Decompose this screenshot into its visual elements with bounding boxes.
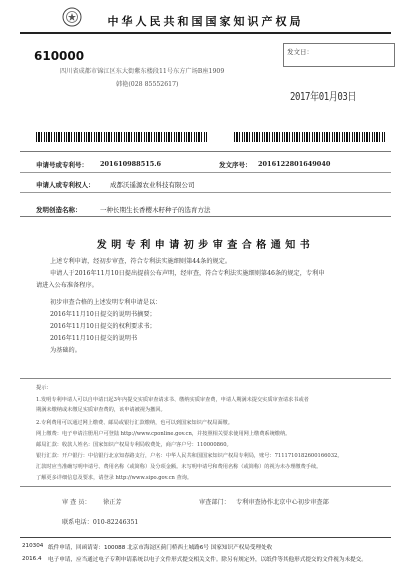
dispatch-date-label: 发文日： bbox=[287, 48, 313, 56]
basis-intro: 初步审查合格的上述发明专利申请是以： bbox=[50, 299, 162, 306]
examiner-name: 徐正芳 bbox=[103, 499, 122, 506]
barcode-right bbox=[234, 132, 386, 142]
form-version: 2016.4 bbox=[22, 556, 42, 562]
applicant-label: 申请人或专利权人： bbox=[36, 181, 95, 189]
footer-paper-note: 纸件申请，回函请寄：100088 北京市海淀区蓟门桥西土城路6号 国家知识产权局受理处收 bbox=[48, 545, 273, 551]
postcode: 610000 bbox=[34, 49, 85, 63]
application-number-value: 201610988515.6 bbox=[100, 160, 162, 168]
form-code: 210304 bbox=[22, 543, 44, 549]
hint-line: 2.专利费用可以通过网上缴费、邮局或银行汇款缴纳，也可以到国家知识产权局面缴。 bbox=[36, 420, 233, 426]
notice-paragraph-2a: 申请人于2016年11月10日提出提前公布声明，经审查，符合专利法实施细则第46条的规定，专利申 bbox=[50, 270, 325, 277]
invention-title-label: 发明创造名称： bbox=[36, 206, 82, 214]
info-rule-1 bbox=[20, 172, 391, 173]
hints-rule-bottom bbox=[20, 486, 391, 487]
info-rule-top bbox=[20, 151, 391, 152]
hint-line: 1.发明专利申请人可以自申请日起3年内提交实质审查请求书、缴纳实质审查费，申请人期满未提交实质审查请求书或者 bbox=[36, 397, 309, 403]
application-number-label: 申请号或专利号： bbox=[36, 161, 88, 169]
examining-department-name: 专利审查协作北京中心初步审查部 bbox=[236, 499, 329, 506]
footer-rule bbox=[20, 537, 391, 538]
info-rule-bottom bbox=[20, 216, 391, 217]
applicant-value: 成都沃遥源农业科技有限公司 bbox=[110, 181, 195, 189]
info-rule-2 bbox=[20, 192, 391, 193]
issuing-office-title: 中华人民共和国国家知识产权局 bbox=[107, 15, 304, 28]
hint-line: 期满未缴纳或未缴足实质审查费的，该申请被视为撤回。 bbox=[36, 407, 166, 413]
serial-number-value: 2016122801649040 bbox=[258, 160, 331, 168]
invention-title-value: 一种长期生长香樱木籽种子的选育方法 bbox=[100, 206, 211, 214]
hints-heading: 提示： bbox=[36, 385, 52, 391]
basis-item: 2016年11月10日提交的说明书 bbox=[50, 335, 138, 342]
hint-line: 汇款时应当准确写明申请号、费用名称（或简称）及分项金额。未写明申请号和费用名称（或简称）的视为未办理缴费手续。 bbox=[36, 464, 322, 470]
dispatch-date-handwritten: 2017年01月03日 bbox=[290, 90, 356, 103]
notice-title: 发明专利申请初步审查合格通知书 bbox=[96, 240, 315, 251]
basis-item: 2016年11月10日提交的权利要求书； bbox=[50, 323, 156, 330]
footer-electronic-note: 电子申请，应当通过电子专利申请系统以电子文件形式提交相关文件。除另有规定外，以纸件等其他形式提交的文件视为未提交。 bbox=[48, 557, 367, 563]
hint-line: 网上缴费：电子申请注册用户可登陆 http://www.cponline.gov.cn，并按照相关要求使用网上缴费系统缴纳。 bbox=[36, 431, 291, 437]
header-rule bbox=[20, 32, 391, 34]
hint-line: 邮局汇款：收款人姓名：国家知识产权局专利局收费处，商户客户号：110000860。 bbox=[36, 442, 232, 448]
serial-number-label: 发文序号： bbox=[219, 161, 252, 169]
notice-paragraph-1: 上述专利申请，经初步审查，符合专利法实施细则第44条的规定。 bbox=[50, 258, 232, 265]
examiner-label: 审 查 员： bbox=[62, 499, 91, 506]
basis-end: 为基础的。 bbox=[50, 347, 81, 354]
notice-paragraph-2b: 请进入公布准备程序。 bbox=[36, 282, 98, 289]
contact-phone: 联系电话：010-82246351 bbox=[62, 519, 139, 526]
basis-item: 2016年11月10日提交的说明书摘要； bbox=[50, 311, 156, 318]
hints-rule bbox=[20, 378, 391, 379]
recipient-contact: 韩艳(028 85552617) bbox=[116, 81, 179, 88]
examining-department-label: 审查部门： bbox=[199, 499, 230, 506]
recipient-address: 四川省成都市锦江区东大街紫东楼段11号东方广场B座1909 bbox=[60, 68, 225, 75]
hint-line: 银行汇款：开户银行：中信银行北京知春路支行，户名：中华人民共和国国家知识产权局专利局，账号：7111710182600166032。 bbox=[36, 453, 343, 459]
hint-line: 了解更多详细信息及要求，请登录 http://www.sipo.gov.cn 查询。 bbox=[36, 475, 193, 481]
barcode-left bbox=[36, 132, 208, 142]
